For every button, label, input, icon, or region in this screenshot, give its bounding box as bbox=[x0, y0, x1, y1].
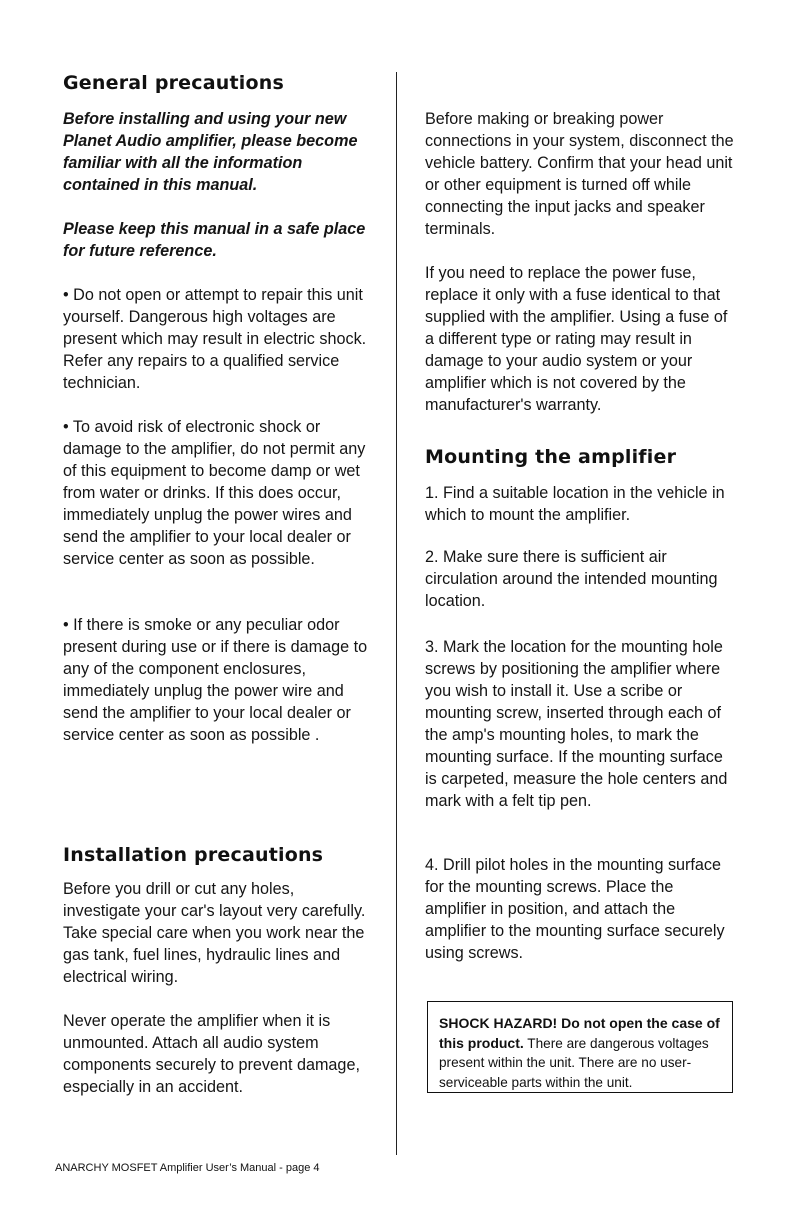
column-divider bbox=[396, 72, 397, 1155]
intro-paragraph: Before installing and using your new Planet Audio amplifier, please become familiar with all the information contained in this manual. bbox=[63, 110, 358, 194]
page-footer: ANARCHY MOSFET Amplifier User’s Manual - page 4 bbox=[55, 1162, 320, 1174]
mounting-step-4: 4. Drill pilot holes in the mounting surface for the mounting screws. Place the amplifier in position, and attach the amplifier to the mounting surface securely using screws. bbox=[425, 856, 725, 962]
mounting-heading: Mounting the amplifier bbox=[425, 446, 677, 468]
mounting-step-2: 2. Make sure there is sufficient air circulation around the intended mounting location. bbox=[425, 548, 718, 610]
install-mount-paragraph: Never operate the amplifier when it is unmounted. Attach all audio system components securely to prevent damage, especially in an accident. bbox=[63, 1012, 360, 1096]
shock-hazard-warning bbox=[427, 1001, 733, 1093]
keep-manual-paragraph: Please keep this manual in a safe place for future reference. bbox=[63, 220, 366, 260]
general-precautions-heading: General precautions bbox=[63, 72, 284, 94]
install-drill-paragraph: Before you drill or cut any holes, investigate your car's layout very carefully. Take special care when you work near the gas tank, fuel lines, hydraulic lines and electrical wiring. bbox=[63, 880, 366, 986]
mounting-step-1: 1. Find a suitable location in the vehicle in which to mount the amplifier. bbox=[425, 484, 725, 524]
fuse-paragraph: If you need to replace the power fuse, replace it only with a fuse identical to that supplied with the amplifier. Using a fuse of a different type or rating may result in damage to your audio system or your amplifier which is not covered by the manufacturer's warranty. bbox=[425, 264, 728, 414]
bullet-repair: • Do not open or attempt to repair this unit yourself. Dangerous high voltages are present which may result in electric shock. Refer any repairs to a qualified service technician. bbox=[63, 286, 367, 392]
bullet-moisture: • To avoid risk of electronic shock or damage to the amplifier, do not permit any of this equipment to become damp or wet from water or drinks. If this does occur, immediately unplug the power wires and send the amplifier to your local dealer or service center as soon as possible. bbox=[63, 418, 366, 568]
mounting-step-3: 3. Mark the location for the mounting hole screws by positioning the amplifier where you wish to install it. Use a scribe or mounting screw, inserted through each of the amp's mounting holes, to mark the mounting surface. If the mounting surface is carpeted, measure the hole centers and mark with a felt tip pen. bbox=[425, 638, 728, 810]
power-connections-paragraph: Before making or breaking power connections in your system, disconnect the vehicle battery. Confirm that your head unit or other equipment is turned off while connecting the input jacks and speaker terminals. bbox=[425, 110, 734, 238]
warning-body-text: There are dangerous voltages present within the unit. There are no user-serviceable parts within the unit. bbox=[439, 1035, 709, 1090]
installation-precautions-heading: Installation precautions bbox=[63, 844, 324, 866]
warning-bold-text: SHOCK HAZARD! Do not open the case of this product. bbox=[439, 1015, 720, 1051]
bullet-smoke: • If there is smoke or any peculiar odor present during use or if there is damage to any of the component enclosures, immediately unplug the power wire and send the amplifier to your local dealer or service center as soon as possible . bbox=[63, 616, 368, 744]
